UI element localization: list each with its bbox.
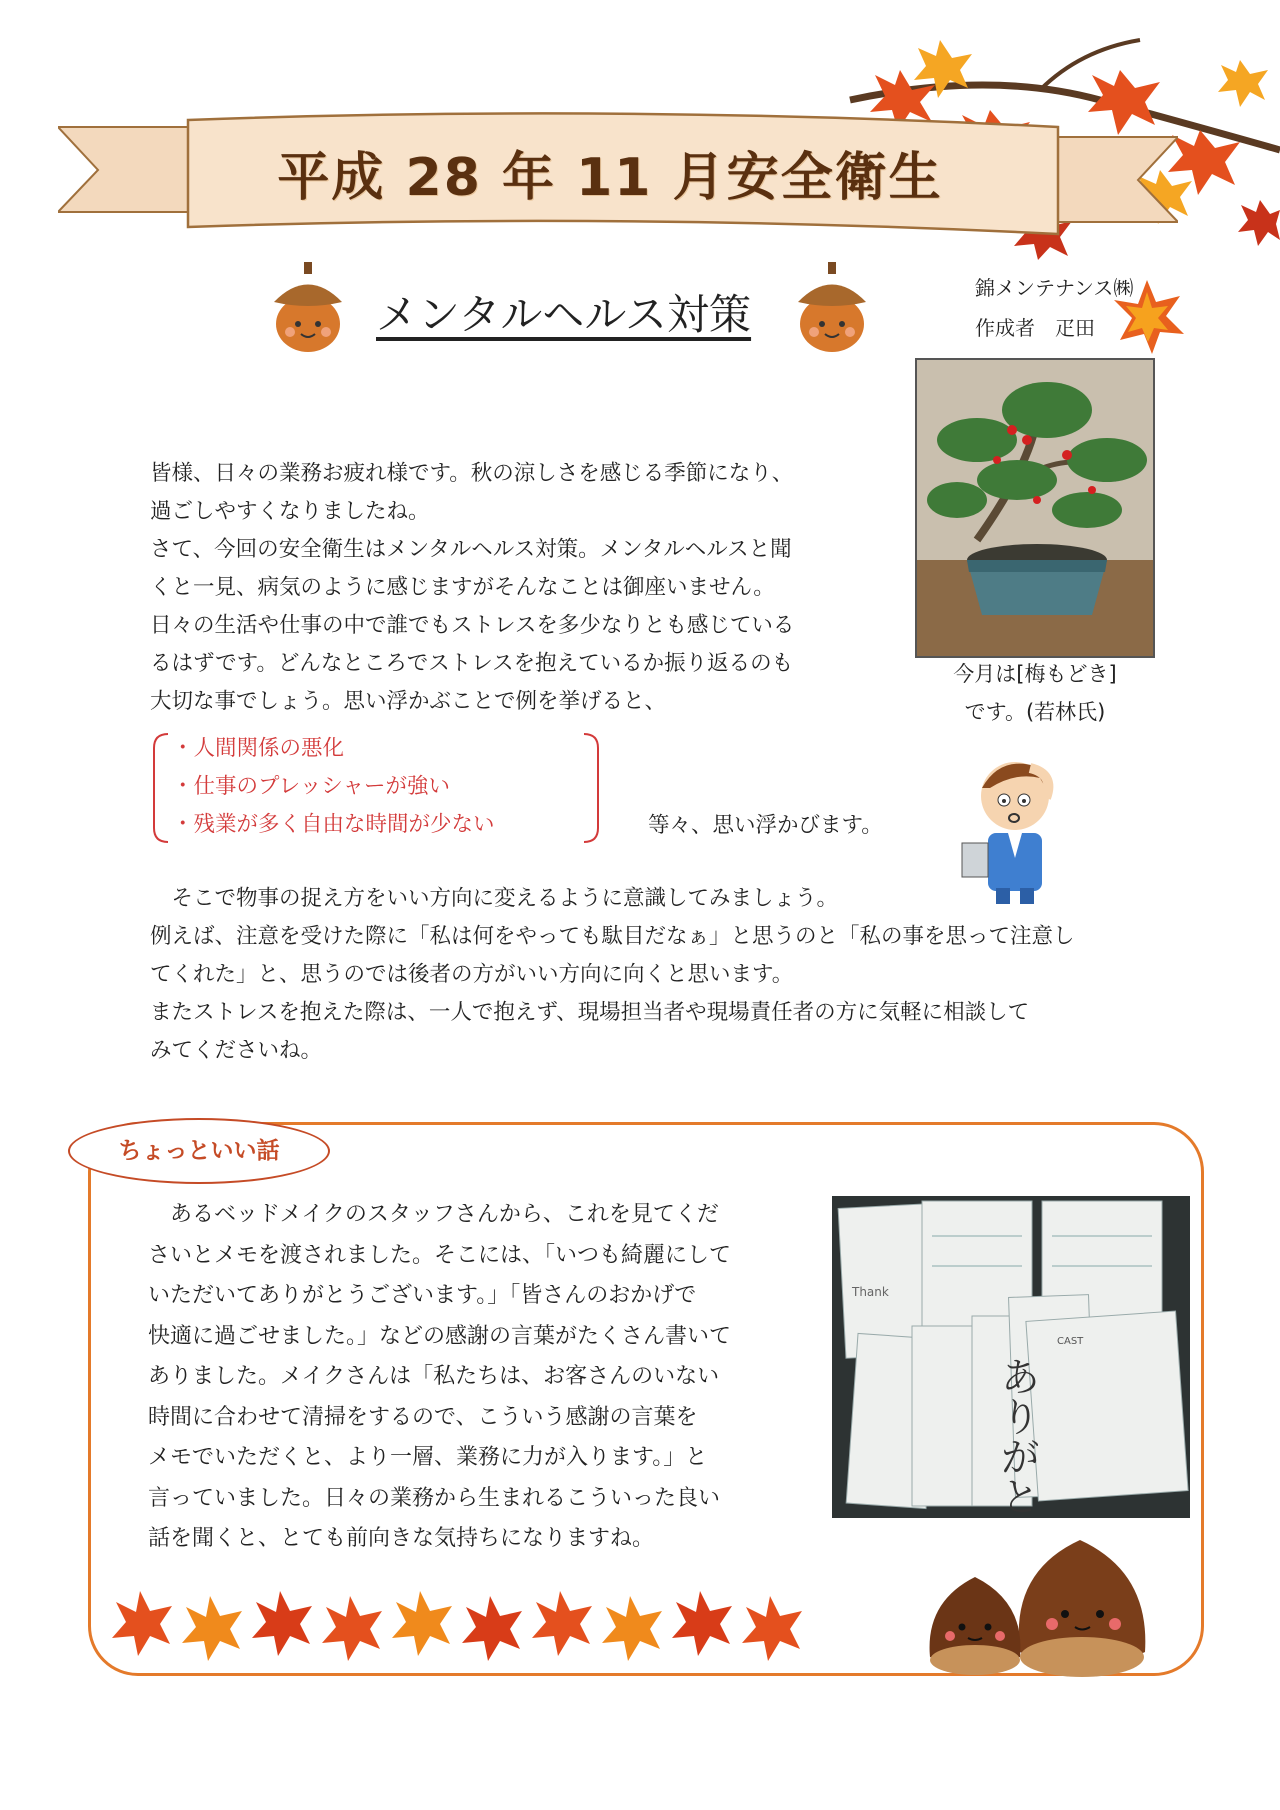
chestnut-characters-illustration [920, 1532, 1160, 1682]
text-line: 言っていました。日々の業務から生まれるこういった良い [148, 1485, 721, 1511]
text-line: メモでいただくと、より一層、業務に力が入ります。」と [148, 1445, 708, 1470]
section-heading: メンタルヘルス対策 [376, 290, 752, 339]
text-line: さて、今回の安全衛生はメンタルヘルス対策。メンタルヘルスと聞 [150, 537, 792, 562]
text-line: 過ごしやすくなりましたね。 [150, 499, 430, 524]
text-line: くと一見、病気のように感じますがそんなことは御座いません。 [150, 575, 775, 600]
list-item: ・仕事のプレッシャーが強い [172, 774, 450, 799]
list-item: ・人間関係の悪化 [172, 736, 345, 761]
text-line: みてくださいね。 [150, 1038, 323, 1063]
list-summary: 等々、思い浮かびます。 [648, 813, 883, 838]
text-line: 例えば、注意を受けた際に「私は何をやっても駄目だなぁ」と思うのと「私の事を思って注意し [150, 924, 1075, 949]
page-title: 平成 28 年 11 月安全衛生 [277, 148, 943, 208]
list-brackets [150, 730, 602, 846]
text-line: 日々の生活や仕事の中で誰でもストレスを多少なりとも感じている [150, 613, 795, 638]
good-story-label: ちょっといい話 [68, 1118, 330, 1184]
text-line: ありました。メイクさんは「私たちは、お客さんのいない [148, 1364, 720, 1389]
autumn-leaves-bottom-decoration [110, 1586, 830, 1666]
text-line: いただいてありがとうございます。」「皆さんのおかげで [148, 1283, 697, 1308]
good-story-text [148, 1195, 731, 1560]
stress-examples-list [150, 730, 602, 846]
caption-line: 今月は[梅もどき] [953, 662, 1117, 686]
memo-word: Thank [852, 1285, 889, 1299]
text-line: 時間に合わせて清掃をするので、こういう感謝の言葉を [148, 1404, 698, 1430]
text-line: るはずです。どんなところでストレスを抱えているか振り返るのも [150, 651, 794, 676]
text-line: 話を聞くと、とても前向きな気持ちになりますね。 [148, 1526, 655, 1551]
author-name: 作成者 疋田 [975, 316, 1095, 340]
memo-header: CAST [1057, 1336, 1084, 1347]
memo-handwriting: ありがと [994, 1356, 1040, 1516]
list-item: ・残業が多く自由な時間が少ない [172, 812, 495, 837]
text-line: そこで物事の捉え方をいい方向に変えるように意識してみましょう。 [150, 886, 839, 911]
text-line: あるベッドメイクのスタッフさんから、これを見てくだ [148, 1202, 719, 1227]
thank-you-memos-photo [832, 1196, 1190, 1518]
text-line: さいとメモを渡されました。そこには、「いつも綺麗にして [148, 1242, 732, 1268]
acorn-character-icon [268, 262, 348, 354]
text-line: またストレスを抱えた際は、一人で抱えず、現場担当者や現場責任者の方に気軽に相談して [150, 1000, 1030, 1025]
caption-line: です。(若林氏) [964, 700, 1106, 724]
acorn-character-icon [792, 262, 872, 354]
advice-paragraph [150, 880, 1075, 1070]
intro-paragraph [150, 455, 794, 721]
text-line: 大切な事でしょう。思い浮かぶことで例を挙げると、 [150, 689, 667, 714]
photo-caption [905, 655, 1165, 731]
text-line: 皆様、日々の業務お疲れ様です。秋の涼しさを感じる季節になり、 [150, 461, 794, 486]
maple-leaf-icon [1108, 278, 1186, 356]
bonsai-photo [915, 358, 1155, 658]
text-line: てくれた」と、思うのでは後者の方がいい方向に向くと思います。 [150, 962, 794, 987]
company-name: 錦メンテナンス㈱ [975, 276, 1134, 300]
text-line: 快適に過ごせました。」などの感謝の言葉がたくさん書いて [148, 1323, 732, 1349]
